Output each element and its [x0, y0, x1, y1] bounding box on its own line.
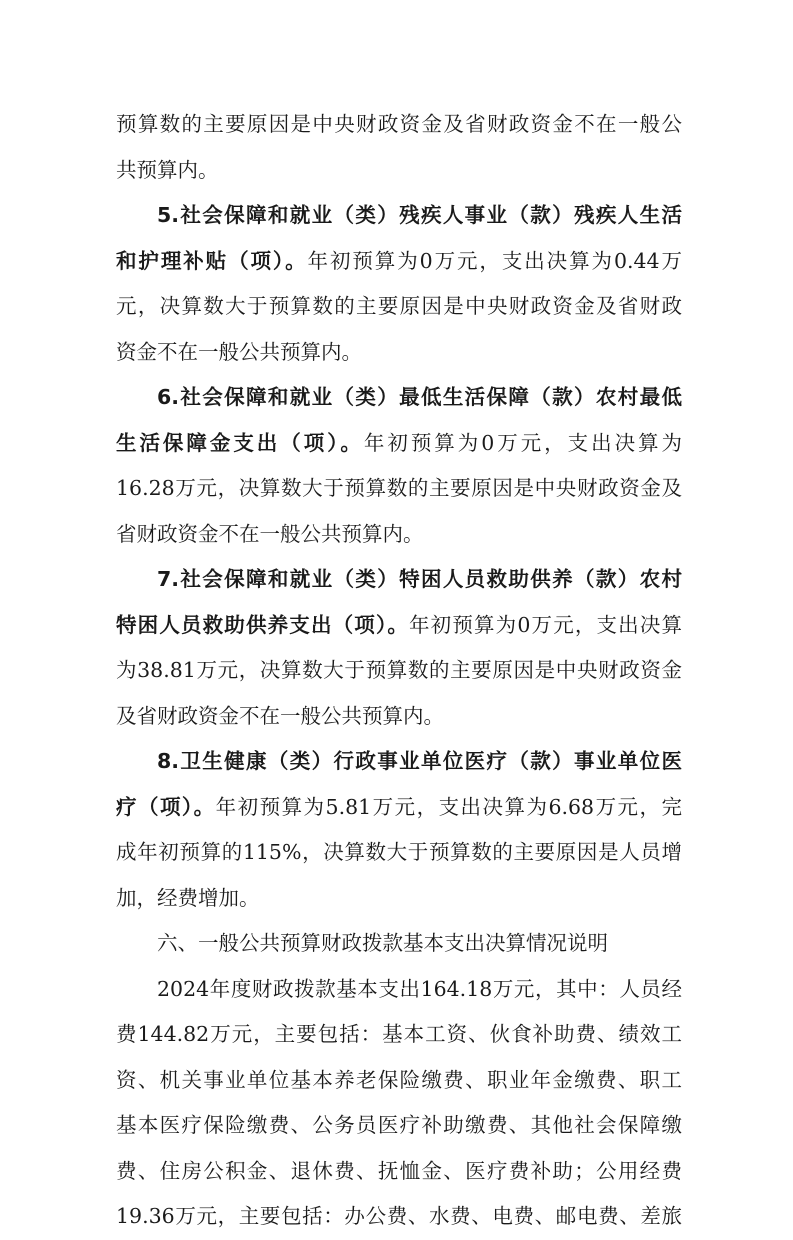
text-line: 费、住房公积金、退休费、抚恤金、医疗费补助；公用经费	[116, 1158, 682, 1183]
document-body	[116, 102, 682, 1240]
item-5-heading: 5.社会保障和就业（类）残疾人事业（款）残疾人生活	[157, 203, 682, 227]
item-7-paragraph	[116, 557, 682, 739]
section-6	[116, 921, 682, 1240]
text-line: 预算数的主要原因是中央财政资金及省财政资金不在一般公	[116, 112, 682, 136]
text-line: 资、机关事业单位基本养老保险缴费、职业年金缴费、职工	[116, 1067, 682, 1092]
item-6-paragraph	[116, 375, 682, 557]
item-7-heading-end: 特困人员救助供养支出（项）。	[116, 612, 410, 637]
text-line	[116, 603, 682, 649]
item-7-text: 年初预算为0万元，支出决算	[409, 612, 682, 637]
text-line: 共预算内。	[116, 157, 219, 182]
text-line: 加，经费增加。	[116, 885, 260, 910]
section-6-title: 六、一般公共预算财政拨款基本支出决算情况说明	[157, 931, 608, 955]
text-line: 及省财政资金不在一般公共预算内。	[116, 703, 444, 728]
text-line: 元，决算数大于预算数的主要原因是中央财政资金及省财政	[116, 294, 682, 318]
item-5-paragraph	[116, 193, 682, 375]
text-line	[116, 785, 682, 831]
text-line: 2024年度财政拨款基本支出164.18万元，其中：人员经	[157, 976, 682, 1001]
text-line	[116, 421, 682, 467]
item-8-paragraph	[116, 739, 682, 921]
item-5-heading-end: 和护理补贴（项）。	[116, 248, 308, 273]
text-line: 基本医疗保险缴费、公务员医疗补助缴费、其他社会保障缴	[116, 1113, 682, 1137]
item-6-text: 年初预算为0万元，支出决算为	[363, 430, 682, 455]
text-line: 19.36万元，主要包括：办公费、水费、电费、邮电费、差旅	[116, 1204, 682, 1228]
text-line: 资金不在一般公共预算内。	[116, 339, 362, 364]
item-6-heading: 6.社会保障和就业（类）最低生活保障（款）农村最低	[157, 385, 682, 409]
text-line: 省财政资金不在一般公共预算内。	[116, 521, 424, 546]
text-line: 16.28万元，决算数大于预算数的主要原因是中央财政资金及	[116, 476, 682, 500]
item-8-heading-end: 疗（项）。	[116, 794, 216, 819]
text-line: 为38.81万元，决算数大于预算数的主要原因是中央财政资金	[116, 658, 682, 682]
item-6-heading-end: 生活保障金支出（项）。	[116, 430, 364, 455]
item-7-heading: 7.社会保障和就业（类）特困人员救助供养（款）农村	[157, 567, 682, 591]
text-line	[116, 239, 682, 285]
text-line: 费144.82万元，主要包括：基本工资、伙食补助费、绩效工	[116, 1022, 682, 1046]
item-8-heading: 8.卫生健康（类）行政事业单位医疗（款）事业单位医	[157, 749, 682, 773]
intro-paragraph	[116, 102, 682, 193]
item-8-text: 年初预算为5.81万元，支出决算为6.68万元，完	[215, 794, 682, 819]
item-5-text: 年初预算为0万元，支出决算为0.44万	[307, 248, 682, 273]
text-line: 成年初预算的115%，决算数大于预算数的主要原因是人员增	[116, 840, 682, 864]
